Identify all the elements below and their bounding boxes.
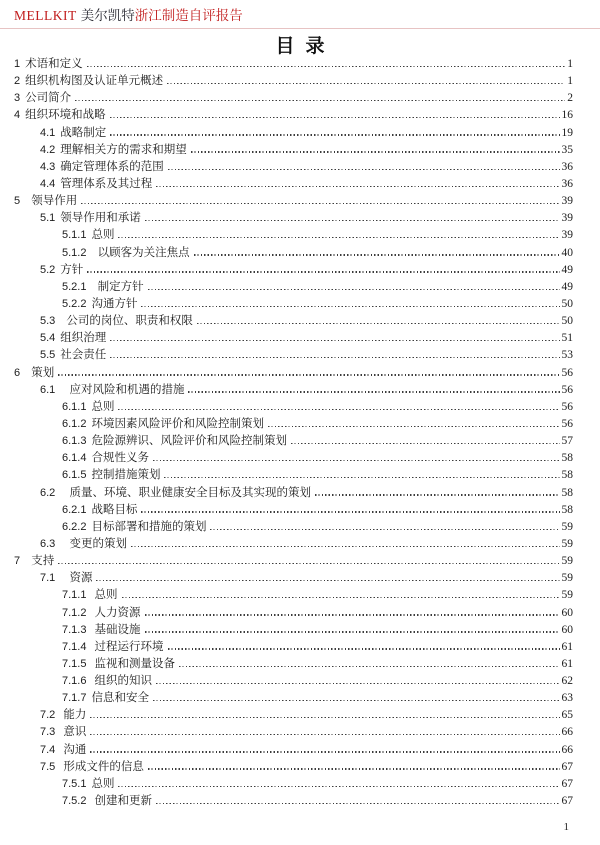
toc-entry-number: 1 bbox=[14, 58, 21, 70]
toc-entry-number: 7.1.7 bbox=[62, 692, 87, 705]
dotted-leader bbox=[87, 66, 566, 67]
toc-entry bbox=[14, 175, 573, 192]
toc-entry bbox=[14, 535, 573, 552]
toc-entry-number: 7.5 bbox=[40, 760, 59, 773]
toc-entry bbox=[14, 775, 573, 792]
toc-entry-number: 7.4 bbox=[40, 743, 59, 756]
dotted-leader bbox=[145, 220, 560, 221]
toc-entry-title: 基础设施 bbox=[94, 623, 141, 636]
toc-entry-number: 7.1.1 bbox=[62, 589, 90, 602]
header-rule-line bbox=[0, 28, 600, 29]
toc-entry bbox=[14, 758, 573, 775]
toc-entry bbox=[14, 329, 573, 346]
toc-entry-title: 应对风险和机遇的措施 bbox=[69, 383, 185, 396]
toc-entry-title: 变更的策划 bbox=[69, 537, 127, 550]
dotted-leader bbox=[145, 614, 560, 615]
toc-entry-page: 1 bbox=[567, 58, 573, 70]
toc-entry-page: 67 bbox=[561, 777, 573, 790]
toc-entry-title: 沟通 bbox=[63, 743, 87, 756]
toc-entry-number: 6.1.5 bbox=[62, 469, 87, 482]
toc-entry-page: 58 bbox=[561, 452, 573, 465]
toc-entry-page: 39 bbox=[561, 212, 573, 225]
toc-entry-page: 58 bbox=[561, 503, 573, 516]
brand-logo-text: MELLKIT bbox=[14, 8, 77, 23]
toc-entry bbox=[14, 124, 573, 141]
dotted-leader bbox=[110, 134, 559, 135]
toc-entry-page: 56 bbox=[561, 417, 573, 430]
dotted-leader bbox=[210, 529, 559, 530]
toc-entry bbox=[14, 689, 573, 706]
toc-entry-number: 2 bbox=[14, 75, 21, 88]
toc-entry-title: 控制措施策划 bbox=[91, 469, 161, 482]
dotted-leader bbox=[168, 648, 560, 649]
toc-entry-number: 6.2 bbox=[40, 486, 65, 499]
dotted-leader bbox=[153, 460, 560, 461]
document-title-header: 浙江制造自评报告 bbox=[134, 8, 243, 23]
dotted-leader bbox=[145, 631, 560, 632]
toc-entry-page: 65 bbox=[561, 709, 573, 722]
dotted-leader bbox=[148, 289, 560, 290]
dotted-leader bbox=[90, 717, 559, 718]
toc-entry bbox=[14, 672, 573, 689]
toc-entry bbox=[14, 501, 573, 518]
toc-entry-title: 术语和定义 bbox=[25, 58, 83, 70]
toc-entry-page: 61 bbox=[561, 657, 573, 670]
toc-entry-number: 5 bbox=[14, 195, 27, 208]
toc-entry-title: 总则 bbox=[91, 229, 115, 242]
dotted-leader bbox=[58, 563, 559, 564]
toc-entry bbox=[14, 466, 573, 483]
toc-entry-page: 36 bbox=[561, 177, 573, 190]
toc-entry-title: 社会责任 bbox=[60, 349, 107, 362]
toc-entry bbox=[14, 141, 573, 158]
dotted-leader bbox=[118, 237, 559, 238]
toc-entry-page: 62 bbox=[561, 675, 573, 688]
dotted-leader bbox=[191, 151, 560, 152]
toc-entry-title: 意识 bbox=[63, 726, 87, 739]
toc-entry-title: 公司简介 bbox=[25, 92, 72, 105]
toc-entry-number: 6.1.2 bbox=[62, 417, 87, 430]
dotted-leader bbox=[188, 391, 559, 392]
dotted-leader bbox=[197, 323, 560, 324]
toc-entry-title: 组织的知识 bbox=[94, 675, 153, 688]
toc-entry-page: 53 bbox=[561, 349, 573, 362]
page-title: 目录 bbox=[275, 36, 336, 57]
toc-entry-title: 制定方针 bbox=[97, 280, 144, 293]
toc-entry-title: 目标部署和措施的策划 bbox=[91, 520, 207, 533]
toc-entry-title: 监视和测量设备 bbox=[94, 657, 176, 670]
dotted-leader bbox=[110, 340, 559, 341]
toc-entry-page: 50 bbox=[561, 297, 573, 310]
toc-entry-page: 63 bbox=[561, 692, 573, 705]
dotted-leader bbox=[153, 700, 560, 701]
toc-entry-title: 以顾客为关注焦点 bbox=[97, 246, 190, 259]
toc-entry-title: 组织机构图及认证单元概述 bbox=[25, 75, 164, 88]
toc-entry-page: 60 bbox=[561, 606, 573, 619]
dotted-leader bbox=[90, 734, 559, 735]
toc-entry bbox=[14, 312, 573, 329]
toc-entry bbox=[14, 638, 573, 655]
document-header bbox=[14, 7, 600, 25]
toc-entry-number: 5.1.1 bbox=[62, 229, 87, 242]
toc-entry-title: 领导作用 bbox=[31, 195, 78, 208]
toc-entry bbox=[14, 55, 573, 72]
toc-entry-page: 67 bbox=[561, 795, 573, 808]
toc-entry-number: 7.1.2 bbox=[62, 606, 90, 619]
toc-entry bbox=[14, 706, 573, 723]
dotted-leader bbox=[87, 271, 559, 272]
toc-entry-page: 56 bbox=[561, 400, 573, 413]
toc-entry-title: 确定管理体系的范围 bbox=[60, 160, 164, 173]
toc-entry-title: 方针 bbox=[60, 263, 84, 276]
dotted-leader bbox=[156, 683, 559, 684]
toc-entry bbox=[14, 226, 573, 243]
toc-entry bbox=[14, 621, 573, 638]
toc-entry-number: 7.5.1 bbox=[62, 777, 87, 790]
dotted-leader bbox=[118, 409, 559, 410]
toc-entry-page: 49 bbox=[561, 280, 573, 293]
toc-entry-title: 领导作用和承诺 bbox=[60, 212, 141, 225]
dotted-leader bbox=[156, 803, 559, 804]
toc-entry-title: 战略目标 bbox=[91, 503, 138, 516]
toc-entry bbox=[14, 398, 573, 415]
toc-entry bbox=[14, 72, 573, 89]
toc-entry-number: 7.2 bbox=[40, 709, 59, 722]
toc-entry bbox=[14, 106, 573, 123]
dotted-leader bbox=[110, 117, 560, 118]
toc-entry-title: 环境因素风险评价和风险控制策划 bbox=[91, 417, 264, 430]
dotted-leader bbox=[179, 666, 559, 667]
dotted-leader bbox=[156, 186, 559, 187]
toc-entry-number: 4.1 bbox=[40, 126, 56, 139]
dotted-leader bbox=[81, 203, 559, 204]
dotted-leader bbox=[167, 83, 565, 84]
dotted-leader bbox=[168, 169, 560, 170]
toc-entry-page: 50 bbox=[561, 315, 573, 328]
dotted-leader bbox=[141, 511, 559, 512]
toc-entry-page: 40 bbox=[561, 246, 573, 259]
toc-entry-number: 6.1.4 bbox=[62, 452, 87, 465]
toc-entry-title: 质量、环境、职业健康安全目标及其实现的策划 bbox=[69, 486, 311, 499]
toc-entry bbox=[14, 415, 573, 432]
toc-entry-page: 58 bbox=[561, 469, 573, 482]
toc-entry-page: 59 bbox=[561, 555, 573, 568]
toc-entry-title: 理解相关方的需求和期望 bbox=[60, 143, 187, 156]
toc-entry-page: 58 bbox=[561, 486, 573, 499]
toc-entry bbox=[14, 518, 573, 535]
dotted-leader bbox=[268, 426, 560, 427]
toc-entry-number: 5.3 bbox=[40, 315, 62, 328]
toc-list bbox=[14, 55, 573, 809]
toc-entry bbox=[14, 209, 573, 226]
toc-entry-page: 16 bbox=[561, 109, 573, 122]
toc-entry-number: 4.2 bbox=[40, 143, 56, 156]
toc-entry-title: 策划 bbox=[31, 366, 55, 379]
toc-entry-page: 1 bbox=[567, 75, 573, 88]
toc-entry bbox=[14, 295, 573, 312]
toc-entry bbox=[14, 484, 573, 501]
toc-entry-page: 59 bbox=[561, 537, 573, 550]
dotted-leader bbox=[164, 477, 559, 478]
toc-entry-title: 组织治理 bbox=[60, 332, 107, 345]
toc-entry-number: 4 bbox=[14, 109, 21, 122]
toc-entry-page: 60 bbox=[561, 623, 573, 636]
toc-entry bbox=[14, 192, 573, 209]
toc-entry-title: 总则 bbox=[94, 589, 118, 602]
toc-entry bbox=[14, 604, 573, 621]
toc-entry-number: 5.2 bbox=[40, 263, 56, 276]
toc-entry-title: 能力 bbox=[63, 709, 87, 722]
toc-entry bbox=[14, 449, 573, 466]
toc-entry-number: 7 bbox=[14, 555, 27, 568]
toc-entry-title: 管理体系及其过程 bbox=[60, 177, 153, 190]
toc-entry bbox=[14, 244, 573, 261]
toc-entry-number: 6.2.2 bbox=[62, 520, 87, 533]
toc-entry-page: 36 bbox=[561, 160, 573, 173]
toc-entry-title: 组织环境和战略 bbox=[25, 109, 106, 122]
toc-entry-page: 66 bbox=[561, 743, 573, 756]
toc-entry bbox=[14, 792, 573, 809]
toc-entry-page: 39 bbox=[561, 229, 573, 242]
toc-entry-number: 6.1 bbox=[40, 383, 65, 396]
toc-entry-number: 5.2.1 bbox=[62, 280, 93, 293]
toc-entry bbox=[14, 741, 573, 758]
toc-entry-number: 6.1.3 bbox=[62, 435, 87, 448]
dotted-leader bbox=[141, 306, 559, 307]
toc-entry-title: 总则 bbox=[91, 777, 115, 790]
toc-entry-number: 7.1.5 bbox=[62, 657, 90, 670]
toc-entry bbox=[14, 346, 573, 363]
dotted-leader bbox=[315, 494, 560, 495]
toc-entry bbox=[14, 586, 573, 603]
toc-entry-number: 7.5.2 bbox=[62, 795, 90, 808]
dotted-leader bbox=[75, 100, 565, 101]
toc-entry-number: 5.1 bbox=[40, 212, 56, 225]
toc-entry-page: 49 bbox=[561, 263, 573, 276]
toc-entry-page: 59 bbox=[561, 520, 573, 533]
toc-entry bbox=[14, 278, 573, 295]
toc-entry-page: 35 bbox=[561, 143, 573, 156]
toc-entry-page: 56 bbox=[561, 383, 573, 396]
toc-entry-number: 7.1.4 bbox=[62, 640, 90, 653]
dotted-leader bbox=[118, 786, 559, 787]
toc-entry-number: 5.1.2 bbox=[62, 246, 93, 259]
dotted-leader bbox=[96, 580, 559, 581]
toc-entry bbox=[14, 432, 573, 449]
toc-entry bbox=[14, 569, 573, 586]
dotted-leader bbox=[194, 254, 560, 255]
toc-entry bbox=[14, 158, 573, 175]
dotted-leader bbox=[131, 546, 560, 547]
toc-entry-number: 7.1.3 bbox=[62, 623, 90, 636]
toc-entry-title: 过程运行环境 bbox=[94, 640, 164, 653]
toc-entry bbox=[14, 364, 573, 381]
toc-entry bbox=[14, 261, 573, 278]
toc-entry-page: 59 bbox=[561, 589, 573, 602]
toc-entry-number: 6.1.1 bbox=[62, 400, 87, 413]
toc-entry bbox=[14, 381, 573, 398]
toc-entry-page: 57 bbox=[561, 435, 573, 448]
toc-entry-title: 形成文件的信息 bbox=[63, 760, 144, 773]
toc-entry-number: 4.4 bbox=[40, 177, 56, 190]
toc-entry-title: 合规性义务 bbox=[91, 452, 149, 465]
toc-entry-number: 5.2.2 bbox=[62, 297, 87, 310]
toc-entry-page: 51 bbox=[561, 332, 573, 345]
toc-entry-number: 3 bbox=[14, 92, 21, 105]
dotted-leader bbox=[148, 768, 560, 769]
toc-entry-page: 67 bbox=[561, 760, 573, 773]
toc-entry-title: 人力资源 bbox=[94, 606, 141, 619]
toc-entry-number: 7.1 bbox=[40, 572, 65, 585]
dotted-leader bbox=[90, 751, 559, 752]
toc-entry-title: 总则 bbox=[91, 400, 115, 413]
company-name: 美尔凯特 bbox=[80, 8, 135, 23]
toc-entry-title: 信息和安全 bbox=[91, 692, 149, 705]
toc-entry-title: 支持 bbox=[31, 555, 55, 568]
toc-entry-title: 公司的岗位、职责和权限 bbox=[66, 315, 193, 328]
dotted-leader bbox=[110, 357, 559, 358]
toc-entry bbox=[14, 89, 573, 106]
toc-entry-title: 沟通方针 bbox=[91, 297, 138, 310]
toc-entry bbox=[14, 723, 573, 740]
toc-entry bbox=[14, 655, 573, 672]
toc-entry-number: 6 bbox=[14, 366, 27, 379]
toc-entry-title: 战略制定 bbox=[60, 126, 107, 139]
footer-page-number: 1 bbox=[563, 821, 569, 833]
toc-entry-number: 7.1.6 bbox=[62, 675, 90, 688]
toc-entry-title: 创建和更新 bbox=[94, 795, 153, 808]
dotted-leader bbox=[122, 597, 560, 598]
toc-entry-number: 7.3 bbox=[40, 726, 59, 739]
toc-entry-page: 59 bbox=[561, 572, 573, 585]
toc-entry-page: 19 bbox=[561, 126, 573, 139]
toc-entry-number: 5.5 bbox=[40, 349, 56, 362]
toc-entry-title: 资源 bbox=[69, 572, 93, 585]
toc-entry-page: 2 bbox=[567, 92, 573, 105]
toc-entry bbox=[14, 552, 573, 569]
dotted-leader bbox=[291, 443, 560, 444]
toc-entry-page: 66 bbox=[561, 726, 573, 739]
toc-entry-title: 危险源辨识、风险评价和风险控制策划 bbox=[91, 435, 287, 448]
toc-entry-number: 6.2.1 bbox=[62, 503, 87, 516]
toc-entry-page: 61 bbox=[561, 640, 573, 653]
toc-entry-number: 5.4 bbox=[40, 332, 56, 345]
toc-entry-page: 56 bbox=[561, 366, 573, 379]
toc-entry-page: 39 bbox=[561, 195, 573, 208]
toc-entry-number: 6.3 bbox=[40, 537, 65, 550]
toc-entry-number: 4.3 bbox=[40, 160, 56, 173]
dotted-leader bbox=[58, 374, 559, 375]
